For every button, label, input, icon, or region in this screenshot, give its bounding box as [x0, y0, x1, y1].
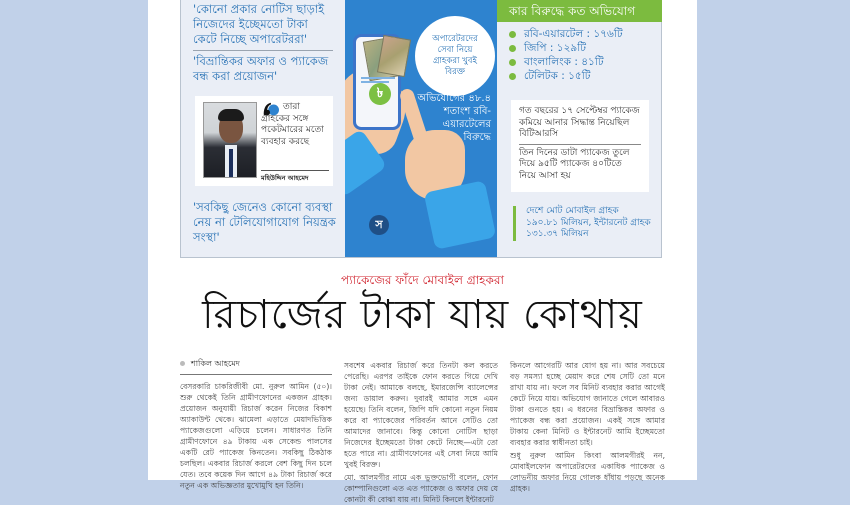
- article-headline: রিচার্জের টাকা যায় কোথায়: [202, 292, 643, 338]
- quote-operators-cut-money: 'কোনো প্রকার নোটিস ছাড়াই নিজেদের ইচ্ছেমতো টাকা কেটে নিচ্ছে অপারেটররা': [193, 2, 333, 51]
- article-paragraph: মো. আলমগীর নামে এক ভুক্তভোগী বলেন, ফোন কোম্পানিগুলো এত এত প্যাকেজ ও অফার দেয় যে কোনটা কী বোঝা যায় না। মিনিট কিনলে ইন্টারনেট: [344, 473, 498, 504]
- quote-misleading-offers: 'বিভ্রান্তিকর অফার ও প্যাকেজ বন্ধ করা প্রয়োজন': [193, 54, 329, 83]
- expert-photo: [203, 102, 257, 178]
- fact-package-reduction: গত বছরের ১৭ সেপ্টেম্বর প্যাকেজ কমিয়ে আনার সিদ্ধান্ত নিয়েছিল বিটিআরসি: [519, 106, 641, 145]
- author-name: শাকিল আহমেদ: [191, 359, 240, 368]
- article-paragraph: বেসরকারি চাকরিজীবী মো. নুরুল আমিন (৫০)। শুরু থেকেই তিনি গ্রামীণফোনের একজন গ্রাহক। প্রয়োজন অনুযায়ী রিচার্জ করেন নিজের বিকাশ অ্যাকাউন্ট থেকে। ঝামেলা এড়াতে মেয়াদভিত্তিক প্যাকেজগুলো এড়িয়ে চলেন। সাধারণত তিনি গ্রামীণফোনে ৪৯ টাকায় এক সেকেন্ড পালসের একটি রেট প্যাকেজ কিনতেন। সবকিছু ঠিকঠাক চলছিল। একবার রিচার্জ করলে বেশ কিছু দিন চলে যেত। তবে কয়েক দিন আগে ৪৯ টাকা রিচার্জ করে নতুন এক অভিজ্ঞতার মুখোমুখি হন তিনি।: [180, 382, 332, 490]
- customers-annoyed-badge: অপারেটরদের সেবা নিয়ে গ্রাহকরা খুবই বিরক্ত: [417, 18, 493, 94]
- fact-data-package: তিন দিনের ডাটা প্যাকেজ তুলে দিয়ে ৯৫টি প্যাকেজ ৪০টিতে নিয়ে আসা হয়: [519, 147, 630, 181]
- infographic-complaints-panel: [497, 0, 662, 257]
- publication-logo-icon: স: [369, 215, 389, 235]
- subscriber-count-fact: দেশে মোট মোবাইল গ্রাহক ১৯০.৮১ মিলিয়ন, ইন্টারনেট গ্রাহক ১৩১.৩৭ মিলিয়ন: [513, 206, 653, 241]
- phone-illustration: [353, 34, 401, 130]
- article-column-3: [510, 360, 665, 494]
- complaints-list: [497, 22, 662, 83]
- complaint-item: জিপি : ১২৯টি: [509, 41, 662, 55]
- bullet-icon: [509, 31, 516, 38]
- article-paragraph: সবশেষ একবার রিচার্জ করে তিনটা কল করতে পেরেছি। এরপর তাইকে ফোন করতে গিয়ে দেখি টাকা নেই। আমাকে বলছে, ইমারজেন্সি ব্যালেন্সের জন্য ডায়াল করুন। দুবারই আমার সঙ্গে এমন হয়েছে। তিনি বলেন, জিপি যদি কোনো নতুন নিয়ম করে বা প্যাকেজের পরিবর্তন আনে সেটিও তো আমাদের জানাবে। কিন্তু কোনো নোটিস ছাড়া নিজেদের ইচ্ছেমতো টাকা কেটে নিচ্ছে—এটা তো হতে পারে না। গ্রামীণফোনের এই সেবা নিয়ে আমি খুবই বিরক্ত।: [344, 361, 498, 469]
- bullet-icon: [509, 59, 516, 66]
- complaint-item: টেলিটক : ১৫টি: [509, 69, 662, 83]
- bullet-icon: [509, 45, 516, 52]
- article-kicker: প্যাকেজের ফাঁদে মোবাইল গ্রাহকরা: [341, 273, 504, 287]
- taka-icon: ৳: [369, 83, 391, 105]
- expert-quote-text: তারা গ্রাহকের সঙ্গে পকেটমারের মতো ব্যবহার করছে: [261, 102, 324, 147]
- bullet-icon: [509, 73, 516, 80]
- infographic-illustration-panel: [345, 0, 497, 257]
- expert-name: মহিউদ্দিন আহমেদ: [261, 170, 329, 184]
- infographic-quotes-panel: [181, 0, 345, 257]
- robi-complaint-share-stat: অভিযোগের ৪৮.৪ শতাংশ রবি-এয়ারটেলের বিরুদ্ধে: [417, 93, 491, 143]
- sleeve-illustration: [424, 180, 497, 250]
- complaints-header: কার বিরুদ্ধে কত অভিযোগ: [497, 0, 662, 22]
- expert-quote-card: [195, 96, 333, 186]
- quote-regulator-inaction: 'সবকিছু জেনেও কোনো ব্যবস্থা নেয় না টেলিযোগাযোগ নিয়ন্ত্রক সংস্থা': [193, 200, 336, 244]
- article-column-1: [180, 358, 332, 491]
- byline-dot-icon: [180, 361, 185, 366]
- article-paragraph: কিনলে আগেরটি আর যোগ হয় না। আর সবচেয়ে বড় সমস্যা হচ্ছে মেয়াদ করে শেষ সেটি তো মনে রাখা যায় না। ফলে সব মিনিট ব্যবহার করার আগেই কেটে নিয়ে যায়। অভিযোগ জানাতে গেলে আবারও টাকা গুনতে হয়। এ ধরনের বিভ্রান্তিকর অফার ও প্যাকেজ বন্ধ করা প্রয়োজন। একই সঙ্গে আমার টাকায় কেনা মিনিট ও ইন্টারনেট আমি ইচ্ছেমতো ব্যবহার করার স্বাধীনতা চাই।: [510, 361, 665, 447]
- byline: [180, 358, 332, 375]
- complaint-item: রবি-এয়ারটেল : ১৭৬টি: [509, 27, 662, 41]
- article-column-2: [344, 360, 498, 505]
- article-paragraph: শুধু নুরুল আমিন কিংবা আলমগীরই নন, মোবাইলফোন অপারেটরদের একাধিক প্যাকেজ ও লোভনীয় অফার নিয়ে গোলক ধাঁধায় পড়ছে অনেক গ্রাহক।: [510, 451, 665, 493]
- infographic: [180, 0, 662, 258]
- btrc-facts-box: [511, 100, 649, 192]
- complaint-item: বাংলালিংক : ৪১টি: [509, 55, 662, 69]
- banknote-icon: [377, 35, 411, 77]
